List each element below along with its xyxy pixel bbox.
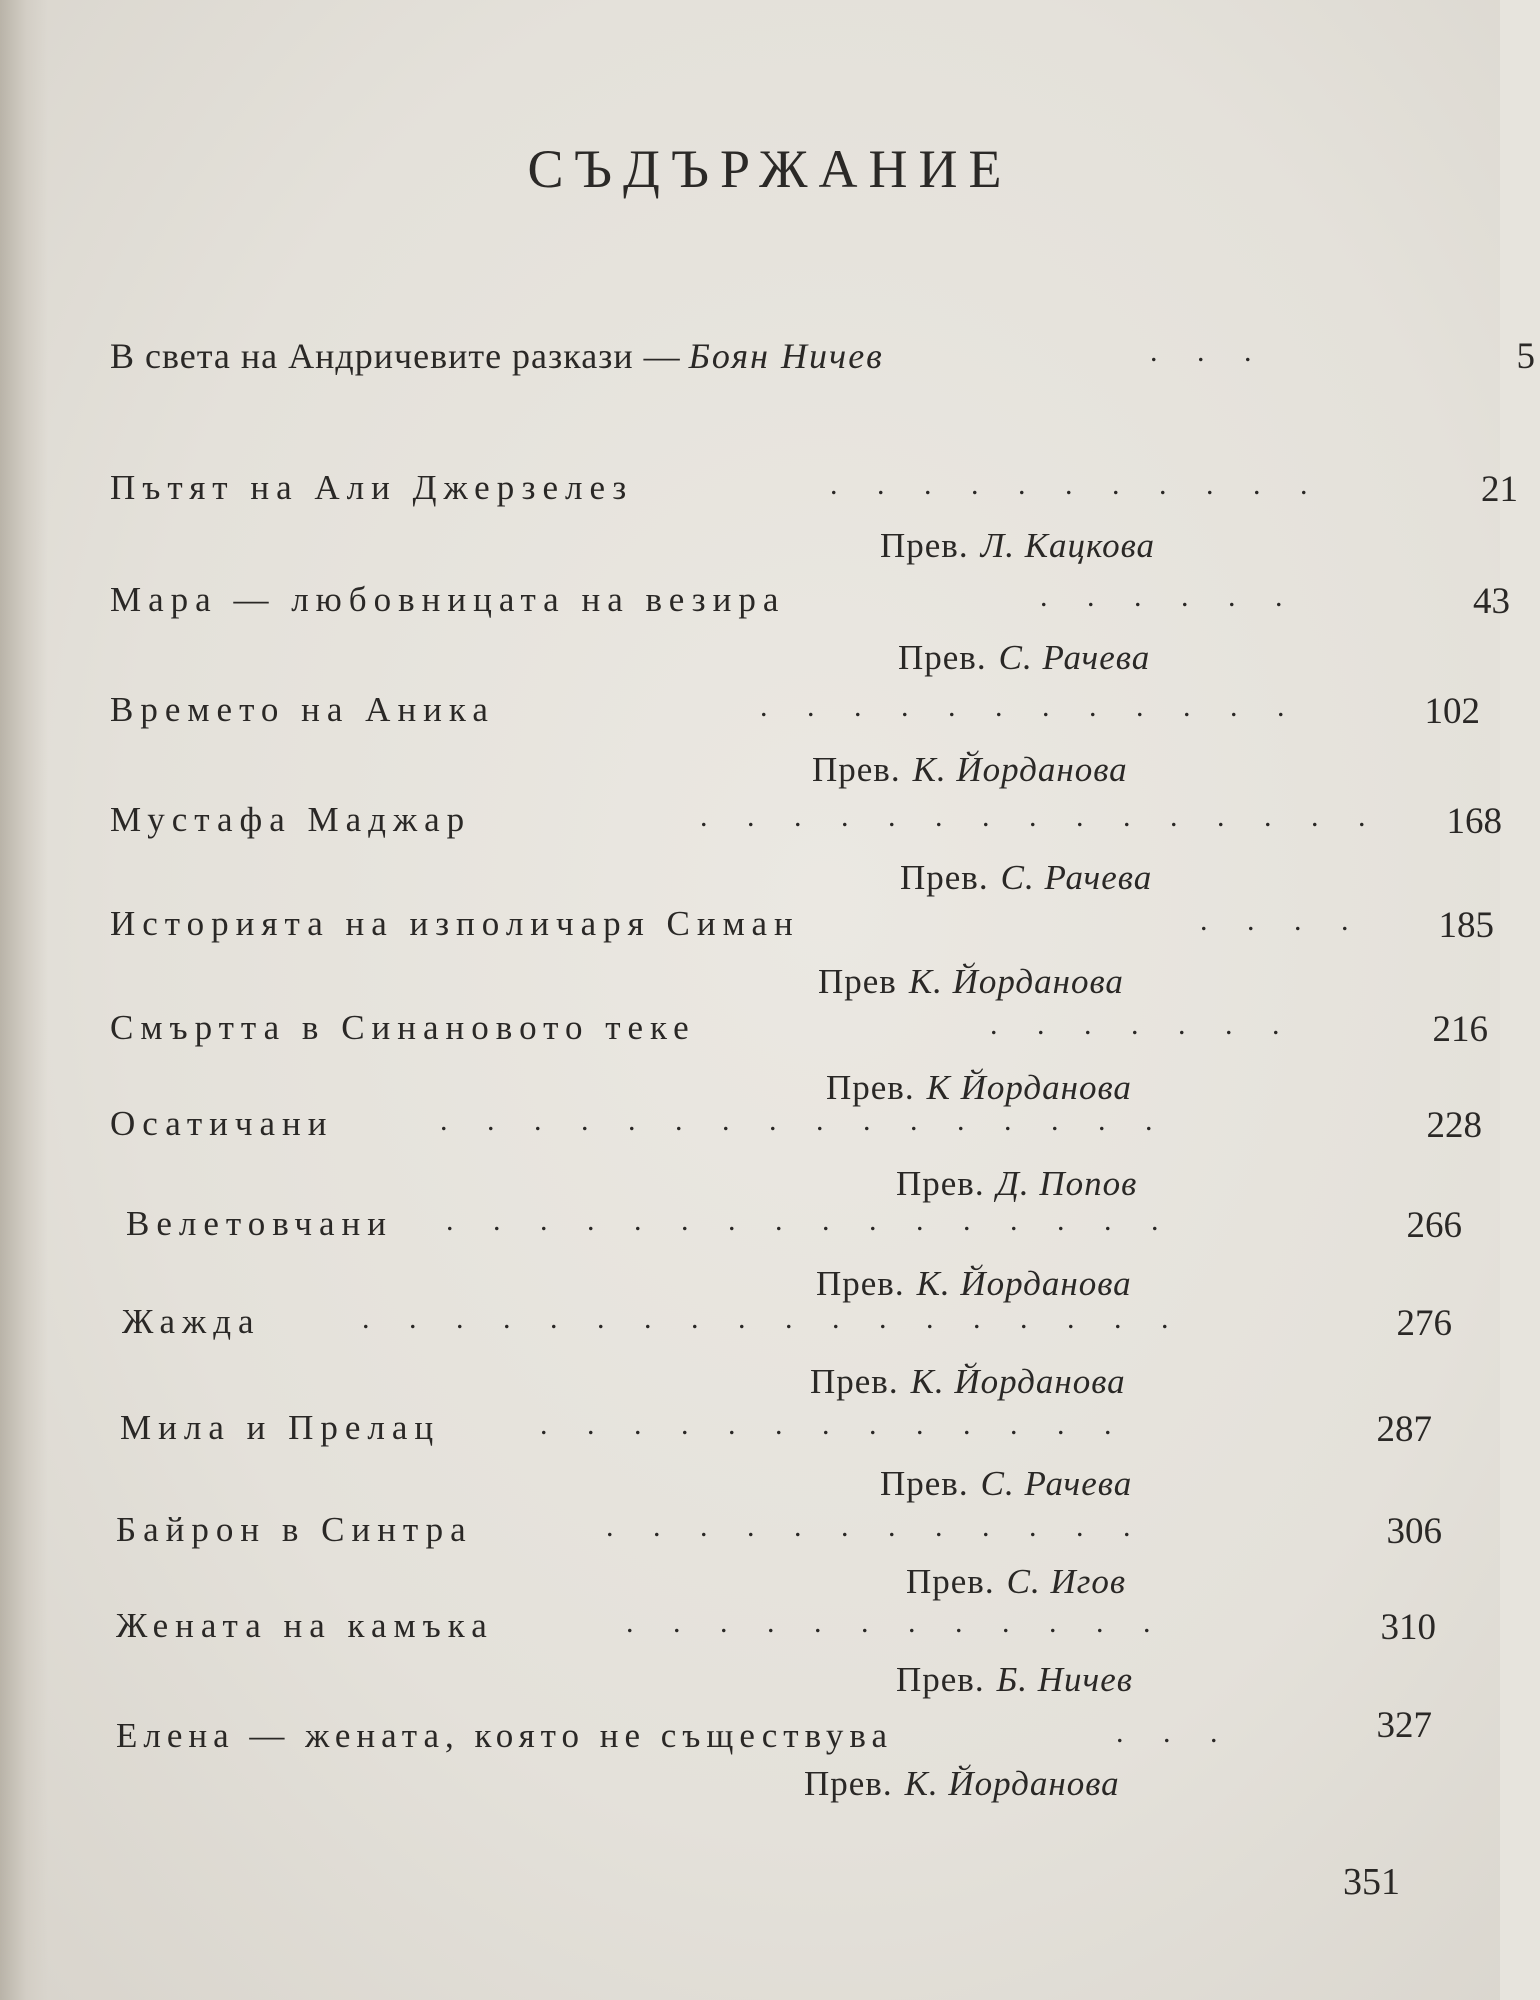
toc-entry: [116, 1606, 1436, 1666]
entry-leader-dots: . . . .: [1200, 904, 1365, 937]
toc-entry: [116, 1510, 1442, 1570]
entry-title: Елена — жената, която не съществува: [116, 1716, 894, 1755]
translator-label: Прев.: [804, 1764, 893, 1803]
translator-label: Прев.: [900, 858, 989, 897]
toc-entry: [110, 335, 1535, 395]
entry-page-number: 276: [1396, 1303, 1452, 1344]
toc-entry: [110, 1008, 1488, 1068]
toc-entry: [110, 800, 1502, 860]
entry-page-number: 21: [1481, 469, 1518, 510]
entry-page-number: 228: [1426, 1105, 1482, 1146]
translator-line: [900, 858, 1152, 898]
toc-entry: [110, 1104, 1482, 1164]
entry-title: Мила и Прелац: [120, 1408, 441, 1447]
translator-name: С. Рачева: [998, 638, 1151, 677]
toc-entry: [116, 1705, 1432, 1776]
translator-name: К Йорданова: [926, 1068, 1132, 1107]
entry-title: Смъртта в Синановото теке: [110, 1008, 696, 1047]
entry-title: Жената на камъка: [116, 1606, 494, 1645]
entry-title: Времето на Аника: [110, 690, 495, 729]
translator-label: Прев.: [810, 1362, 899, 1401]
translator-name: Б. Ничев: [996, 1660, 1133, 1699]
entry-title: Мустафа Маджар: [110, 800, 472, 839]
page-number: 351: [1343, 1861, 1400, 1903]
entry-title: Байрон в Синтра: [116, 1510, 473, 1549]
entry-page-number: 5: [1516, 336, 1535, 377]
entry-leader-dots: . . . . . . . . . . . . . . . .: [440, 1104, 1169, 1137]
translator-label: Прев.: [898, 638, 987, 677]
translator-line: [816, 1264, 1132, 1304]
entry-leader-dots: . . .: [1150, 335, 1268, 368]
entry-page-number: 287: [1376, 1409, 1432, 1450]
translator-line: [906, 1562, 1126, 1602]
translator-label: Прев.: [880, 526, 969, 565]
entry-page-number: 327: [1376, 1705, 1432, 1746]
translator-line: [826, 1068, 1132, 1108]
entry-leader-dots: . . . . . . . . . . . . . . . .: [446, 1204, 1175, 1237]
toc-entry: [122, 1302, 1452, 1362]
translator-line: [896, 1660, 1133, 1700]
entry-title: Осатичани: [110, 1104, 334, 1143]
entry-leader-dots: . . . . . . . . . . . . . . .: [700, 800, 1382, 833]
entry-page-number: 310: [1380, 1607, 1436, 1648]
entry-title: В света на Андричевите разкази — Боян Ничев: [110, 336, 884, 376]
translator-line: [880, 1464, 1132, 1504]
translator-label: Прев: [818, 962, 897, 1001]
entry-leader-dots: . . . . . . . . . . .: [830, 468, 1324, 501]
page-title: СЪДЪРЖАНИЕ: [527, 139, 1013, 199]
translator-name: С. Рачева: [980, 1464, 1133, 1503]
translator-name: К. Йорданова: [916, 1264, 1132, 1303]
translator-name: К. Йорданова: [908, 962, 1124, 1001]
translator-label: Прев.: [816, 1264, 905, 1303]
entry-leader-dots: . . . . . . . . . . . . . . . . . .: [362, 1302, 1185, 1335]
entry-title: Историята на изполичаря Симан: [110, 904, 800, 943]
toc-entry: [110, 904, 1494, 964]
translator-line: [810, 1362, 1126, 1402]
spine-shadow: [0, 0, 48, 2000]
translator-line: [804, 1764, 1120, 1804]
translator-label: Прев.: [896, 1660, 985, 1699]
entry-author: Боян Ничев: [688, 336, 884, 376]
translator-name: К. Йорданова: [904, 1764, 1120, 1803]
entry-leader-dots: . . . . . . . . . . . .: [606, 1510, 1147, 1543]
translator-label: Прев.: [880, 1464, 969, 1503]
translator-line: [812, 750, 1128, 790]
entry-title: Велетовчани: [126, 1204, 394, 1243]
toc-entry: [126, 1204, 1462, 1264]
translator-name: С. Рачева: [1000, 858, 1153, 897]
translator-label: Прев.: [812, 750, 901, 789]
translator-name: К. Йорданова: [912, 750, 1128, 789]
translator-name: К. Йорданова: [910, 1362, 1126, 1401]
translator-name: С. Игов: [1006, 1562, 1127, 1601]
toc-entry: [120, 1408, 1432, 1468]
translator-line: [898, 638, 1150, 678]
translator-name: Л. Кацкова: [980, 526, 1156, 565]
entry-leader-dots: . . . . . . . . . . . .: [760, 690, 1301, 723]
translator-label: Прев.: [906, 1562, 995, 1601]
translator-label: Прев.: [896, 1164, 985, 1203]
entry-leader-dots: . . . . . .: [1040, 580, 1299, 613]
toc-entry: [110, 690, 1480, 750]
toc-entry: [110, 580, 1510, 640]
entry-page-number: 43: [1473, 581, 1510, 622]
entry-page-number: 185: [1438, 905, 1494, 946]
entry-page-number: 168: [1446, 801, 1502, 842]
toc-entry: [110, 468, 1518, 528]
entry-title: Жажда: [122, 1302, 261, 1341]
entry-page-number: 102: [1424, 691, 1480, 732]
entry-leader-dots: . . . . . . . . . . . . .: [540, 1408, 1128, 1441]
entry-leader-dots: . . . . . . . . . . . .: [626, 1606, 1167, 1639]
entry-page-number: 306: [1386, 1511, 1442, 1552]
translator-line: [896, 1164, 1137, 1204]
entry-title: Пътят на Али Джерзелез: [110, 468, 634, 507]
translator-line: [880, 526, 1155, 566]
entry-leader-dots: . . . . . . .: [990, 1008, 1296, 1041]
entry-page-number: 266: [1406, 1205, 1462, 1246]
translator-line: [818, 962, 1124, 1002]
entry-leader-dots: . . .: [1116, 1716, 1234, 1749]
translator-label: Прев.: [826, 1068, 915, 1107]
entry-title: Мара — любовницата на везира: [110, 580, 786, 619]
entry-page-number: 216: [1432, 1009, 1488, 1050]
translator-name: Д. Попов: [996, 1164, 1138, 1203]
